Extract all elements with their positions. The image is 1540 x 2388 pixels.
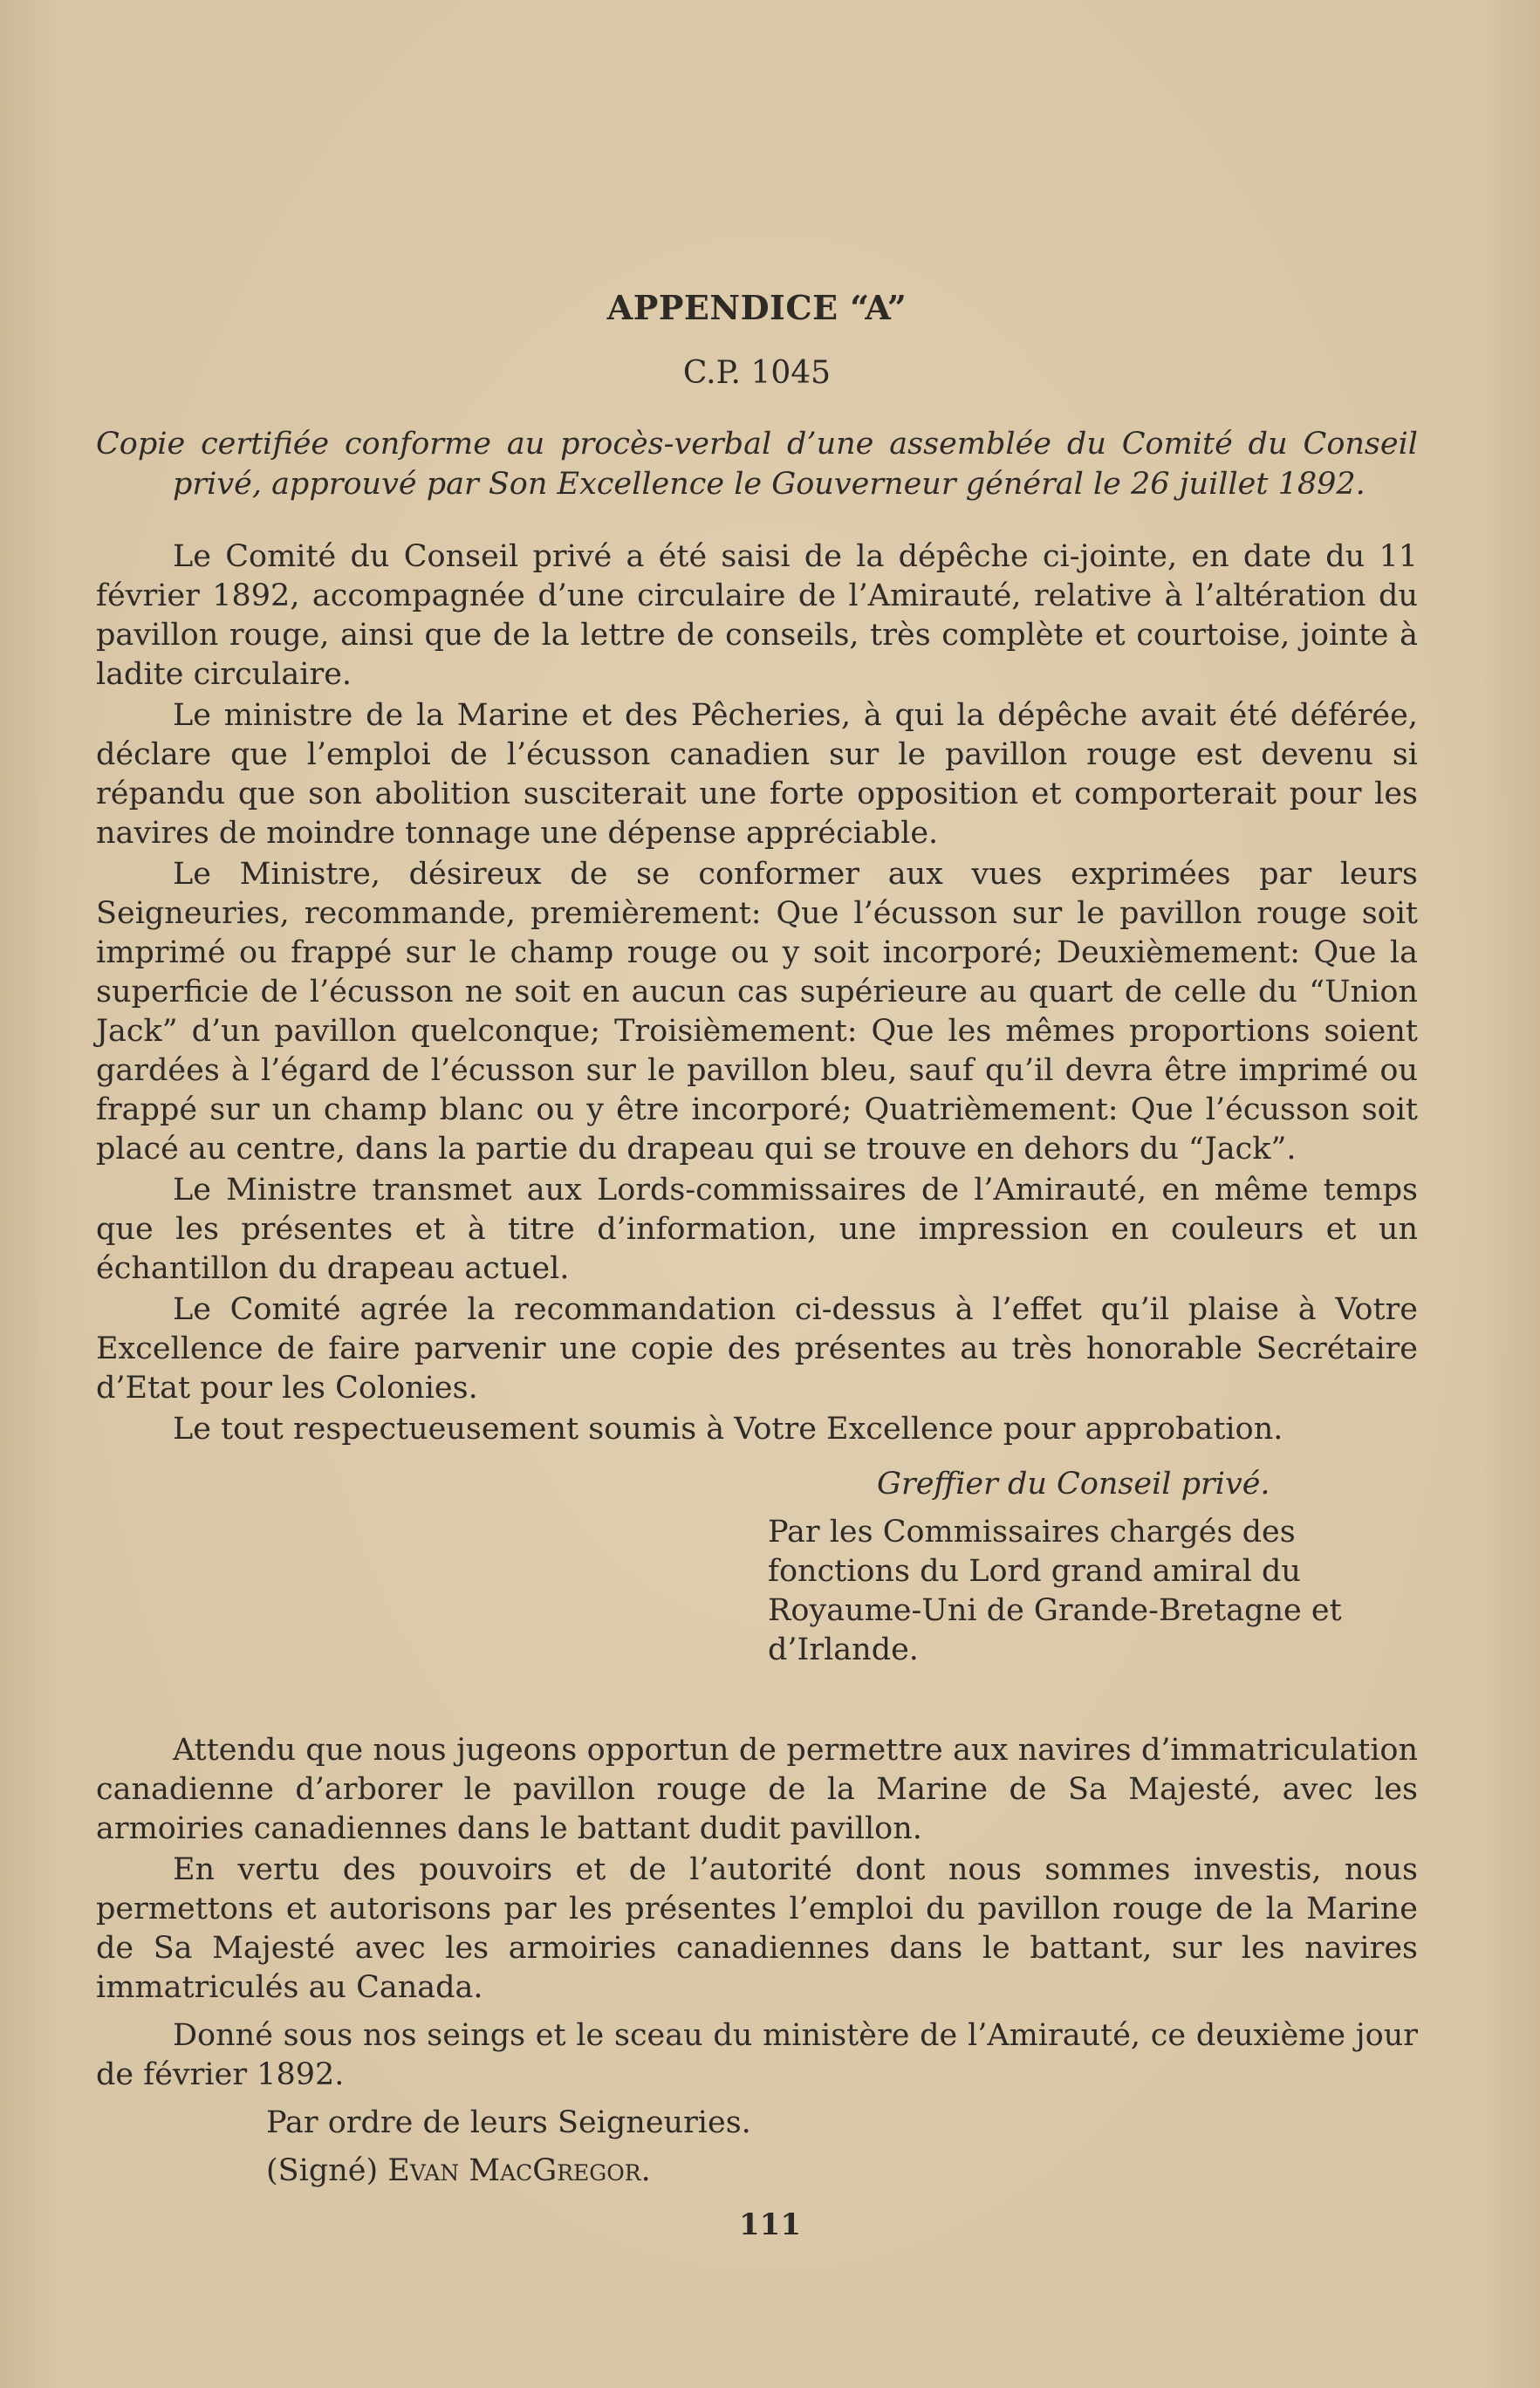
given-under-seal: Donné sous nos seings et le sceau du ministère de l’Amirauté, ce deuxième jour de février 1892.	[96, 2018, 1418, 2092]
paragraph-5: Le Comité agrée la recommandation ci-dessus à l’effet qu’il plaise à Votre Excellence de faire parvenir une copie des présentes au très honorable Secrétaire d’Etat pour les Colonies.	[96, 1292, 1418, 1406]
greffier-signature: Greffier du Conseil privé.	[877, 1467, 1270, 1502]
closing-section	[96, 2016, 1418, 2191]
document-body	[96, 288, 1418, 2200]
commissaires-text: Par les Commissaires chargés des fonctions du Lord grand amiral du Royaume-Uni de Grande-Bretagne et d’Irlande.	[768, 1515, 1342, 1667]
paragraph-2: Le ministre de la Marine et des Pêcheries, à qui la dépêche avait été déférée, déclare que l’emploi de l’écusson canadien sur le pavillon rouge est devenu si répandu que son abolition susciterait une forte opposition et comporterait pour les navires de moindre tonnage une dépense appréciable.	[96, 698, 1418, 851]
admiralty-paragraph-2: En vertu des pouvoirs et de l’autorité dont nous sommes investis, nous permettons et autorisons par les présentes l’emploi du pavillon rouge de la Marine de Sa Majesté avec les armoiries canadiennes dans le battant, sur les navires immatriculés au Canada.	[96, 1852, 1418, 2005]
admiralty-paragraph-1: Attendu que nous jugeons opportun de permettre aux navires d’immatriculation canadienne d’arborer le pavillon rouge de la Marine de Sa Majesté, avec les armoiries canadiennes dans le battant dudit pavillon.	[96, 1733, 1418, 1846]
order-number: C.P. 1045	[682, 355, 832, 391]
appendix-title: APPENDICE “A”	[606, 288, 907, 327]
admiralty-section	[96, 1731, 1418, 2008]
signatory-name: Evan MacGregor.	[387, 2153, 651, 2188]
page-number: 111	[739, 2207, 801, 2242]
paragraph-4: Le Ministre transmet aux Lords-commissaires de l’Amirauté, en même temps que les présentes et à titre d’information, une impression en couleurs et un échantillon du drapeau actuel.	[96, 1173, 1418, 1286]
paragraph-6: Le tout respectueusement soumis à Votre Excellence pour approbation.	[173, 1412, 1283, 1447]
certified-copy-intro: Copie certifiée conforme au procès-verbal d’une assemblée du Comité du Conseil privé, approuvé par Son Excellence le Gouverneur général le 26 juillet 1892.	[96, 427, 1418, 502]
signed-line	[96, 2152, 1418, 2191]
paragraph-3: Le Ministre, désireux de se conformer aux vues exprimées par leurs Seigneuries, recommande, premièrement: Que l’écusson sur le pavillon rouge soit imprimé ou frappé sur le champ rouge ou y soit incorporé; Deuxièmement: Que la superficie de l’écusson ne soit en aucun cas supérieure au quart de celle du “Union Jack” d’un pavillon quelconque; Troisièmement: Que les mêmes proportions soient gardées à l’égard de l’écusson sur le pavillon bleu, sauf qu’il devra être imprimé ou frappé sur un champ blanc ou y être incorporé; Quatrièmement: Que l’écusson soit placé au centre, dans la partie du drapeau qui se trouve en dehors du “Jack”.	[96, 857, 1418, 1167]
signature-block	[96, 1465, 1418, 1670]
by-order: Par ordre de leurs Seigneuries.	[266, 2105, 751, 2140]
paragraph-1: Le Comité du Conseil privé a été saisi de la dépêche ci-jointe, en date du 11 février 1892, accompagnée d’une circulaire de l’Amirauté, relative à l’altération du pavillon rouge, ainsi que de la lettre de conseils, très complète et courtoise, jointe à ladite circulaire.	[96, 539, 1418, 692]
signed-prefix: (Signé)	[266, 2153, 379, 2188]
